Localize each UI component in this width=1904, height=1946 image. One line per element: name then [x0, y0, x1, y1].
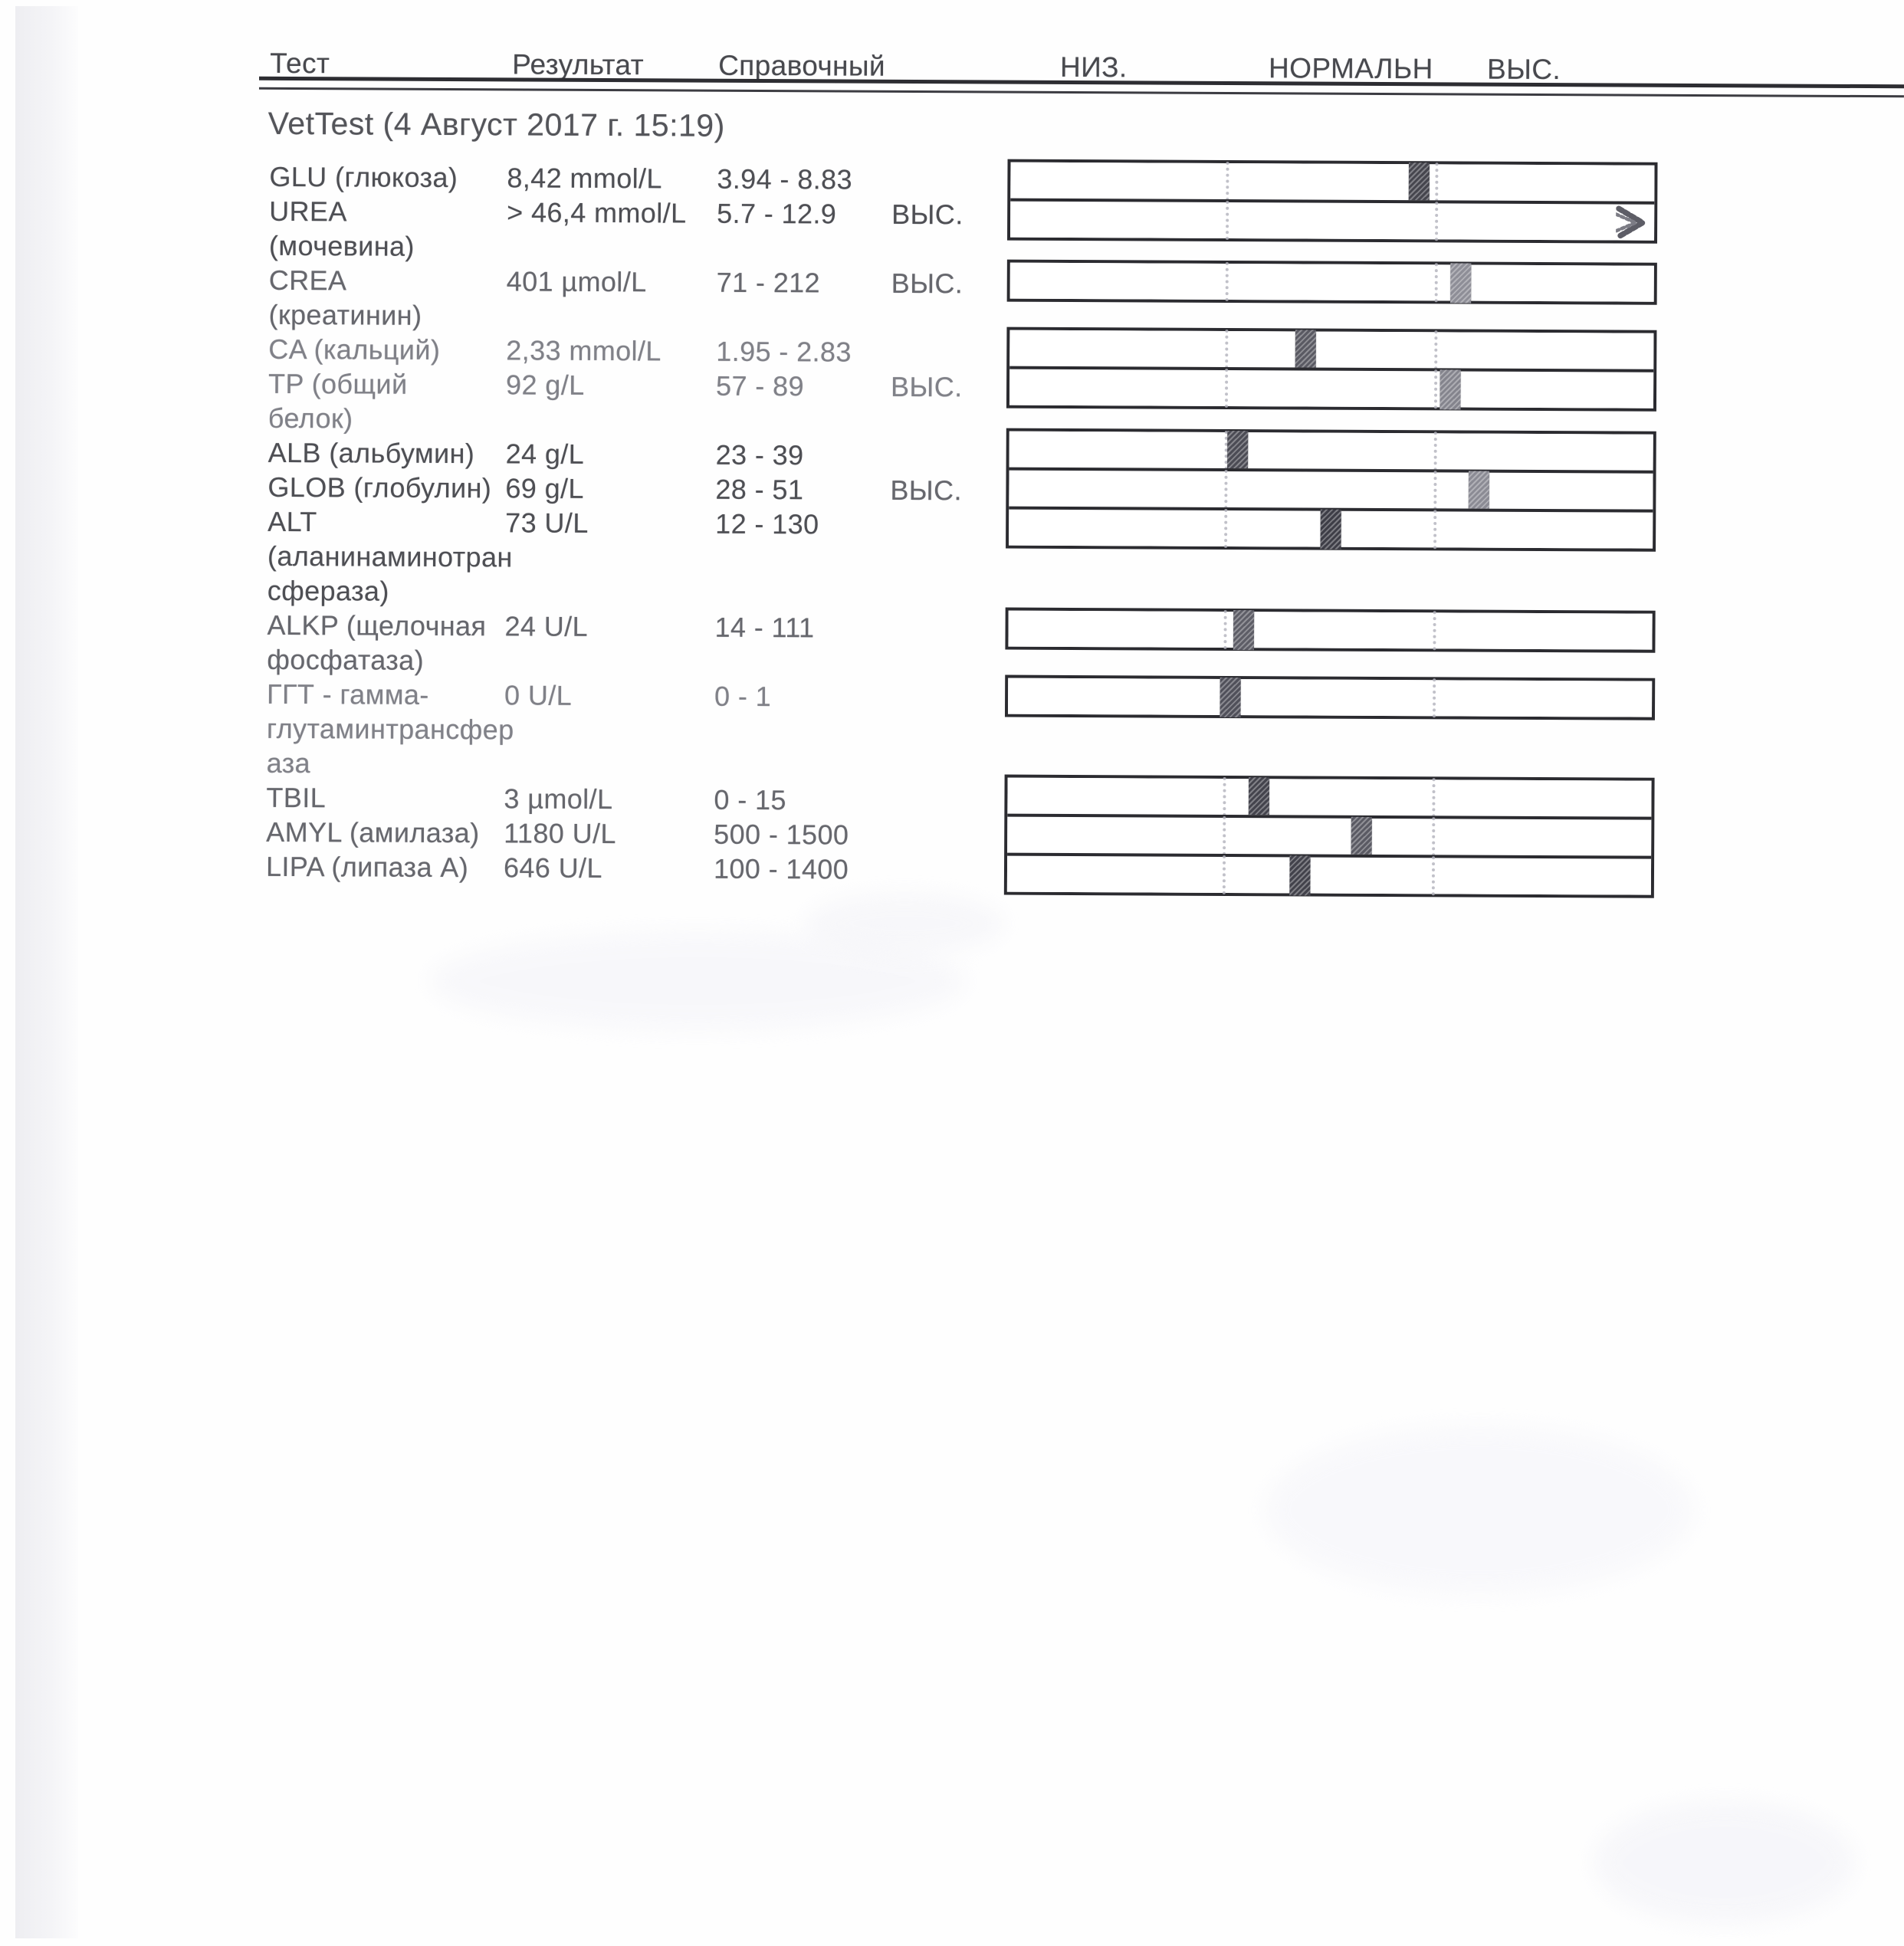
column-header-reference: Справочный — [718, 49, 886, 82]
column-header-low: НИЗ. — [1060, 51, 1128, 84]
range-bar-amyl — [1007, 814, 1651, 856]
normal-high-divider — [1433, 611, 1436, 650]
range-bar-glob — [1009, 468, 1653, 510]
test-name-cont: (креатинин) — [268, 298, 422, 331]
normal-high-divider — [1434, 369, 1437, 409]
normal-high-divider — [1432, 856, 1435, 895]
range-bar-group-ggt — [1005, 675, 1655, 720]
test-name: AMYL (амилаза) — [266, 815, 480, 849]
range-bar-group-glu-urea — [1007, 159, 1658, 244]
high-flag: ВЫС. — [891, 267, 963, 300]
range-bar-urea — [1010, 199, 1654, 241]
reference-range: 1.95 - 2.83 — [716, 335, 852, 368]
test-name: GLOB (глобулин) — [268, 471, 492, 504]
normal-high-divider — [1433, 510, 1436, 549]
test-name: ALT — [268, 505, 317, 538]
normal-high-divider — [1435, 330, 1438, 369]
test-name-cont: фосфатаза) — [267, 643, 425, 676]
normal-high-divider — [1433, 678, 1436, 717]
low-normal-divider — [1226, 262, 1229, 301]
high-flag: ВЫС. — [890, 474, 963, 507]
value-marker — [1233, 610, 1254, 650]
test-name: TP (общий — [268, 367, 408, 400]
normal-high-divider — [1436, 162, 1439, 202]
test-name: ГГТ - гамма- — [267, 678, 429, 710]
test-result: 92 g/L — [505, 369, 585, 401]
test-name-cont: (аланинаминотран — [267, 540, 513, 573]
test-name-cont: (мочевина) — [268, 229, 415, 262]
range-bar-group-crea — [1007, 260, 1657, 305]
low-normal-divider — [1225, 369, 1228, 408]
low-normal-divider — [1226, 201, 1229, 240]
normal-high-divider — [1435, 263, 1438, 302]
column-header-high: ВЫС. — [1487, 53, 1561, 86]
reference-range: 500 - 1500 — [714, 818, 849, 851]
range-bar-ggt — [1008, 678, 1652, 717]
test-result: 0 U/L — [504, 679, 573, 711]
low-normal-divider — [1226, 162, 1229, 201]
low-normal-divider — [1223, 855, 1226, 894]
range-bar-tp — [1009, 366, 1653, 409]
reference-range: 5.7 - 12.9 — [717, 197, 837, 230]
range-bar-group-alkp — [1005, 608, 1655, 653]
reference-range: 14 - 111 — [714, 611, 815, 644]
column-header-result: Результат — [512, 48, 645, 81]
value-marker — [1227, 431, 1248, 471]
low-normal-divider — [1226, 330, 1229, 369]
test-name-cont: глутаминтрансфер — [266, 712, 514, 746]
offscale-high-arrow-icon — [1616, 202, 1650, 242]
low-normal-divider — [1224, 509, 1227, 548]
value-marker — [1440, 369, 1461, 409]
value-marker — [1295, 330, 1316, 369]
reference-range: 12 - 130 — [715, 507, 819, 540]
test-name: ALKP (щелочная — [267, 609, 487, 642]
range-bar-alb — [1009, 432, 1653, 471]
reference-range: 57 - 89 — [715, 369, 805, 402]
test-result: 1180 U/L — [504, 817, 616, 850]
value-marker — [1321, 510, 1341, 550]
value-marker — [1409, 162, 1430, 202]
test-name: CA (кальций) — [268, 333, 441, 366]
test-result: 73 U/L — [505, 507, 589, 539]
range-bar-glu — [1010, 162, 1654, 202]
reference-range: 0 - 1 — [714, 680, 772, 713]
range-bar-alt — [1009, 507, 1653, 549]
range-bar-ca — [1009, 330, 1653, 369]
normal-high-divider — [1435, 202, 1438, 241]
test-result: 69 g/L — [505, 472, 585, 504]
test-name-cont: аза — [266, 747, 311, 779]
test-name: CREA — [268, 264, 347, 297]
value-marker — [1450, 263, 1471, 303]
high-flag: ВЫС. — [891, 198, 963, 231]
range-bar-crea — [1010, 263, 1654, 302]
test-name-cont: белок) — [268, 402, 353, 435]
low-normal-divider — [1225, 470, 1228, 509]
range-bar-lipa — [1007, 853, 1651, 895]
value-marker — [1290, 855, 1311, 895]
reference-range: 71 - 212 — [716, 266, 821, 299]
normal-high-divider — [1434, 471, 1437, 510]
test-name: GLU (глюкоза) — [269, 160, 458, 194]
range-bar-group-alb-glob-alt — [1006, 428, 1656, 552]
range-bar-group-tbil-amyl-lipa — [1004, 775, 1655, 898]
value-marker — [1351, 817, 1372, 857]
column-header-test: Тест — [270, 47, 330, 80]
normal-high-divider — [1432, 817, 1435, 856]
test-result: 8,42 mmol/L — [507, 162, 663, 195]
high-flag: ВЫС. — [890, 370, 963, 403]
normal-high-divider — [1434, 432, 1437, 471]
test-name-cont: сфераза) — [267, 574, 389, 607]
test-name: LIPA (липаза А) — [265, 850, 469, 884]
reference-range: 23 - 39 — [715, 438, 804, 471]
low-normal-divider — [1224, 610, 1227, 649]
value-marker — [1220, 678, 1240, 717]
reference-range: 28 - 51 — [715, 473, 804, 506]
test-result: > 46,4 mmol/L — [507, 196, 687, 229]
reference-range: 3.94 - 8.83 — [717, 162, 853, 195]
test-result: 646 U/L — [503, 852, 602, 884]
test-result: 24 g/L — [505, 438, 585, 470]
range-bar-alkp — [1008, 611, 1652, 650]
report-title: VetTest (4 Август 2017 г. 15:19) — [268, 105, 725, 143]
test-result: 3 µmol/L — [504, 783, 613, 815]
range-bar-group-ca-tp — [1006, 327, 1657, 412]
value-marker — [1469, 471, 1489, 511]
low-normal-divider — [1223, 777, 1226, 816]
test-name: UREA — [269, 195, 347, 228]
normal-high-divider — [1433, 778, 1436, 817]
reference-range: 0 - 15 — [714, 783, 787, 816]
reference-range: 100 - 1400 — [713, 852, 849, 885]
test-name: ALB (альбумин) — [268, 436, 475, 470]
test-result: 2,33 mmol/L — [506, 334, 661, 367]
low-normal-divider — [1223, 816, 1226, 855]
column-header-normal: НОРМАЛЬН — [1269, 52, 1433, 85]
test-result: 401 µmol/L — [506, 265, 647, 298]
test-name: TBIL — [266, 781, 327, 814]
value-marker — [1248, 777, 1269, 817]
range-bar-tbil — [1007, 778, 1651, 817]
test-result: 24 U/L — [504, 610, 589, 642]
